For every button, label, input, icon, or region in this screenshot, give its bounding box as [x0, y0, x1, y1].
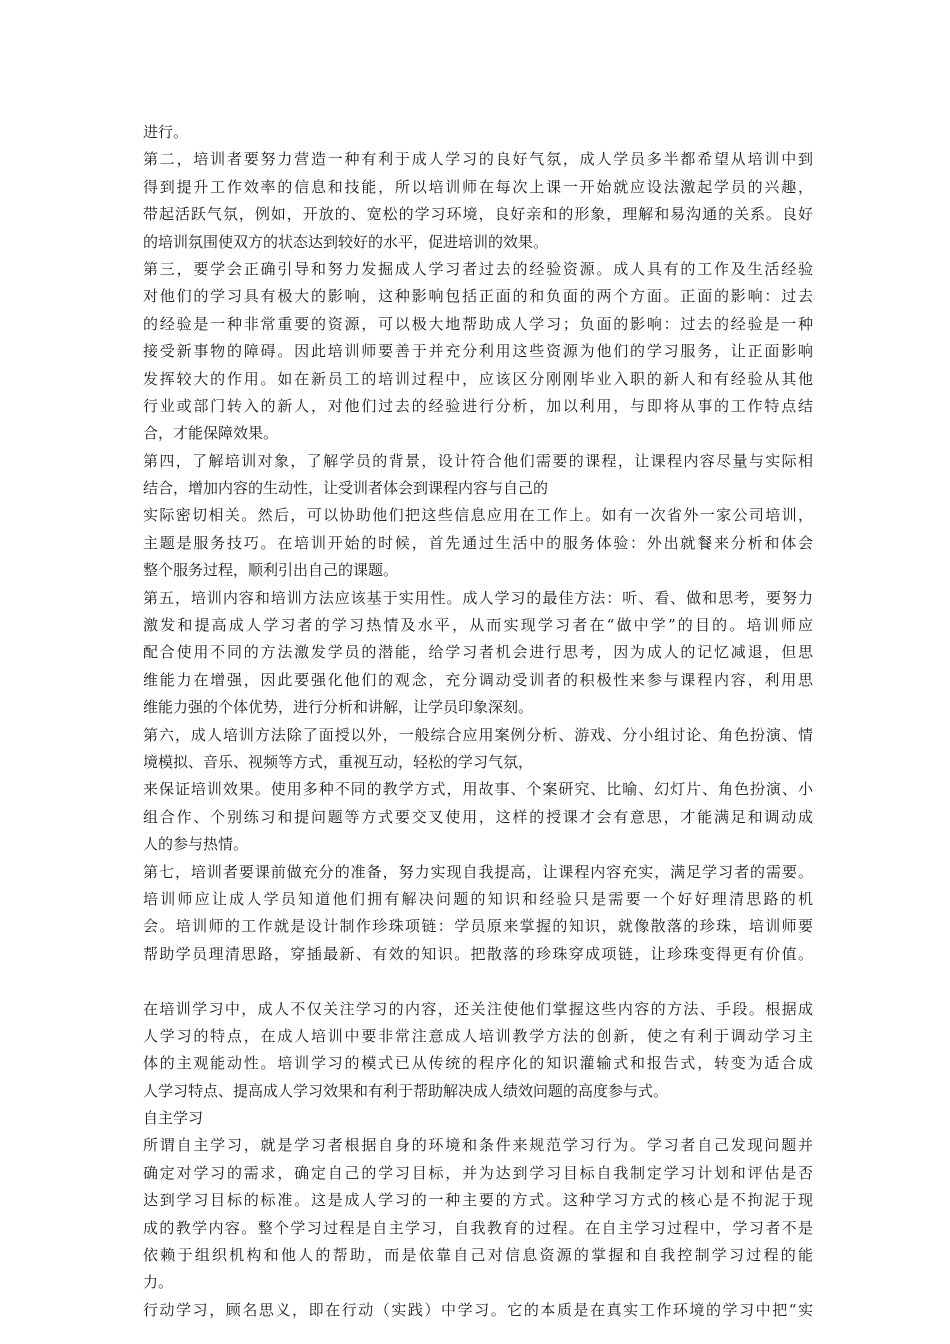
text-line: 行业或部门转入的新人，对他们过去的经验进行分析，加以利用，与即将从事的工作特点结 — [143, 396, 813, 415]
section-training-principles — [143, 119, 813, 968]
text-line: 维能力在增强，因此要强化他们的观念，充分调动受训者的积极性来参与课程内容，利用思 — [143, 670, 813, 689]
text-line: 第二，培训者要努力营造一种有利于成人学习的良好气氛，成人学员多半都希望从培训中到 — [143, 150, 813, 169]
text-line: 境模拟、音乐、视频等方式，重视互动，轻松的学习气氛， — [143, 752, 534, 771]
text-line: 实际密切相关。然后，可以协助他们把这些信息应用在工作上。如有一次省外一家公司培训， — [143, 506, 813, 525]
text-line: 得到提升工作效率的信息和技能，所以培训师在每次上课一开始就应设法激起学员的兴趣， — [143, 177, 813, 196]
text-line: 达到学习目标的标准。这是成人学习的一种主要的方式。这种学习方式的核心是不拘泥于现 — [143, 1191, 813, 1210]
section-learning-methods — [143, 996, 813, 1325]
text-line: 培训师应让成人学员知道他们拥有解决问题的知识和经验只是需要一个好好理清思路的机 — [143, 889, 813, 908]
text-line: 人的参与热情。 — [143, 835, 249, 854]
section-heading: 自主学习 — [143, 1109, 204, 1128]
text-line: 合，才能保障效果。 — [143, 424, 279, 443]
text-line: 所谓自主学习，就是学习者根据自身的环境和条件来规范学习行为。学习者自己发现问题并 — [143, 1136, 813, 1155]
text-line: 主题是服务技巧。在培训开始的时候，首先通过生活中的服务体验：外出就餐来分析和体会 — [143, 533, 813, 552]
text-line: 依赖于组织机构和他人的帮助，而是依靠自己对信息资源的掌握和自我控制学习过程的能 — [143, 1246, 813, 1265]
text-line: 会。培训师的工作就是设计制作珍珠项链：学员原来掌握的知识，就像散落的珍珠，培训师要 — [143, 917, 813, 936]
text-line: 来保证培训效果。使用多种不同的教学方式，用故事、个案研究、比喻、幻灯片、角色扮演、小 — [143, 780, 813, 799]
text-line: 发挥较大的作用。如在新员工的培训过程中，应该区分刚刚毕业入职的新人和有经验从其他 — [143, 369, 813, 388]
text-line: 的培训氛围使双方的状态达到较好的水平，促进培训的效果。 — [143, 232, 549, 251]
text-line: 的经验是一种非常重要的资源，可以极大地帮助成人学习；负面的影响：过去的经验是一种 — [143, 314, 813, 333]
document-body — [143, 119, 813, 1324]
text-line: 带起活跃气氛，例如，开放的、宽松的学习环境，良好亲和的形象，理解和易沟通的关系。良好 — [143, 205, 813, 224]
text-line: 体的主观能动性。培训学习的模式已从传统的程序化的知识灌输式和报告式，转变为适合成 — [143, 1054, 813, 1073]
text-line: 第七，培训者要课前做充分的准备，努力实现自我提高，让课程内容充实，满足学习者的需要。 — [143, 862, 813, 881]
text-line: 第五，培训内容和培训方法应该基于实用性。成人学习的最佳方法：听、看、做和思考，要努力 — [143, 588, 813, 607]
text-line: 配合使用不同的方法激发学员的潜能，给学习者机会进行思考，因为成人的记忆减退，但思 — [143, 643, 813, 662]
text-line: 在培训学习中，成人不仅关注学习的内容，还关注使他们掌握这些内容的方法、手段。根据成 — [143, 999, 813, 1018]
text-line: 第六，成人培训方法除了面授以外，一般综合应用案例分析、游戏、分小组讨论、角色扮演、情 — [143, 725, 813, 744]
text-line: 接受新事物的障碍。因此培训师要善于并充分利用这些资源为他们的学习服务，让正面影响 — [143, 342, 813, 361]
text-line: 第三，要学会正确引导和努力发掘成人学习者过去的经验资源。成人具有的工作及生活经验 — [143, 259, 813, 278]
text-line: 人学习特点、提高成人学习效果和有利于帮助解决成人绩效问题的高度参与式。 — [143, 1081, 669, 1100]
text-line: 力。 — [143, 1273, 174, 1292]
text-line: 整个服务过程，顺利引出自己的课题。 — [143, 561, 399, 580]
text-line: 对他们的学习具有极大的影响，这种影响包括正面的和负面的两个方面。正面的影响：过去 — [143, 287, 813, 306]
text-line: 维能力强的个体优势，进行分析和讲解，让学员印象深刻。 — [143, 698, 534, 717]
text-line: 组合作、个别练习和提问题等方式要交叉使用，这样的授课才会有意思，才能满足和调动成 — [143, 807, 813, 826]
text-line: 行动学习，顾名思义，即在行动（实践）中学习。它的本质是在真实工作环境的学习中把“实 — [143, 1300, 813, 1319]
paragraph-gap — [143, 968, 813, 995]
text-line: 进行。 — [143, 123, 189, 141]
text-line: 结合，增加内容的生动性，让受训者体会到课程内容与自己的 — [143, 479, 549, 498]
text-line: 成的教学内容。整个学习过程是自主学习，自我教育的过程。在自主学习过程中，学习者不是 — [143, 1218, 813, 1237]
text-line: 确定对学习的需求，确定自己的学习目标，并为达到学习目标自我制定学习计划和评估是否 — [143, 1163, 813, 1182]
text-line: 人学习的特点，在成人培训中要非常注意成人培训教学方法的创新，使之有利于调动学习主 — [143, 1026, 813, 1045]
text-line: 帮助学员理清思路，穿插最新、有效的知识。把散落的珍珠穿成项链，让珍珠变得更有价值。 — [143, 944, 813, 963]
text-line: 激发和提高成人学习者的学习热情及水平，从而实现学习者在“做中学”的目的。培训师应 — [143, 616, 813, 635]
text-line: 第四，了解培训对象，了解学员的背景，设计符合他们需要的课程，让课程内容尽量与实际相 — [143, 451, 813, 470]
